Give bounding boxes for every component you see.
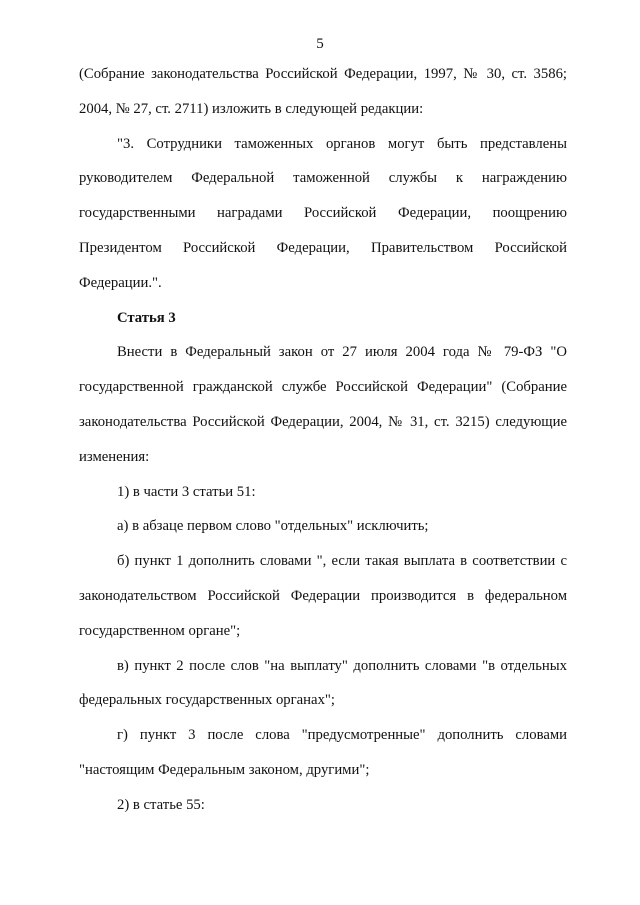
list-item-g: г) пункт 3 после слова "предусмотренные" дополнить словами "настоящим Федеральным законом, другими";	[79, 727, 567, 778]
list-item-a: а) в абзаце первом слово "отдельных" исключить;	[117, 518, 429, 535]
list-item-b: б) пункт 1 дополнить словами ", если такая выплата в соответствии с законодательством Российской Федерации производится в федеральном государственном органе";	[79, 553, 567, 639]
list-item-v: в) пункт 2 после слов "на выплату" дополнить словами "в отдельных федеральных государственных органах";	[79, 657, 567, 709]
paragraph-quoted-amendment: "3. Сотрудники таможенных органов могут быть представлены руководителем Федеральной таможенной службы к награждению государственными наградами Российской Федерации, поощрению Президентом Российской Федерации, Правительством Российской Федерации.".	[79, 135, 567, 291]
document-body	[79, 57, 567, 823]
paragraph-continuation: (Собрание законодательства Российской Федерации, 1997, № 30, ст. 3586; 2004, № 27, ст. 2711) изложить в следующей редакции:	[79, 66, 567, 117]
paragraph-article-intro: Внести в Федеральный закон от 27 июля 2004 года № 79-ФЗ "О государственной гражданской службе Российской Федерации" (Собрание законодательства Российской Федерации, 2004, № 31, ст. 3215) следующие изменения:	[79, 344, 567, 465]
list-item-2: 2) в статье 55:	[117, 796, 205, 813]
page-number: 5	[316, 36, 324, 52]
list-item-1: 1) в части 3 статьи 51:	[117, 483, 256, 500]
article-heading: Статья 3	[117, 309, 176, 326]
